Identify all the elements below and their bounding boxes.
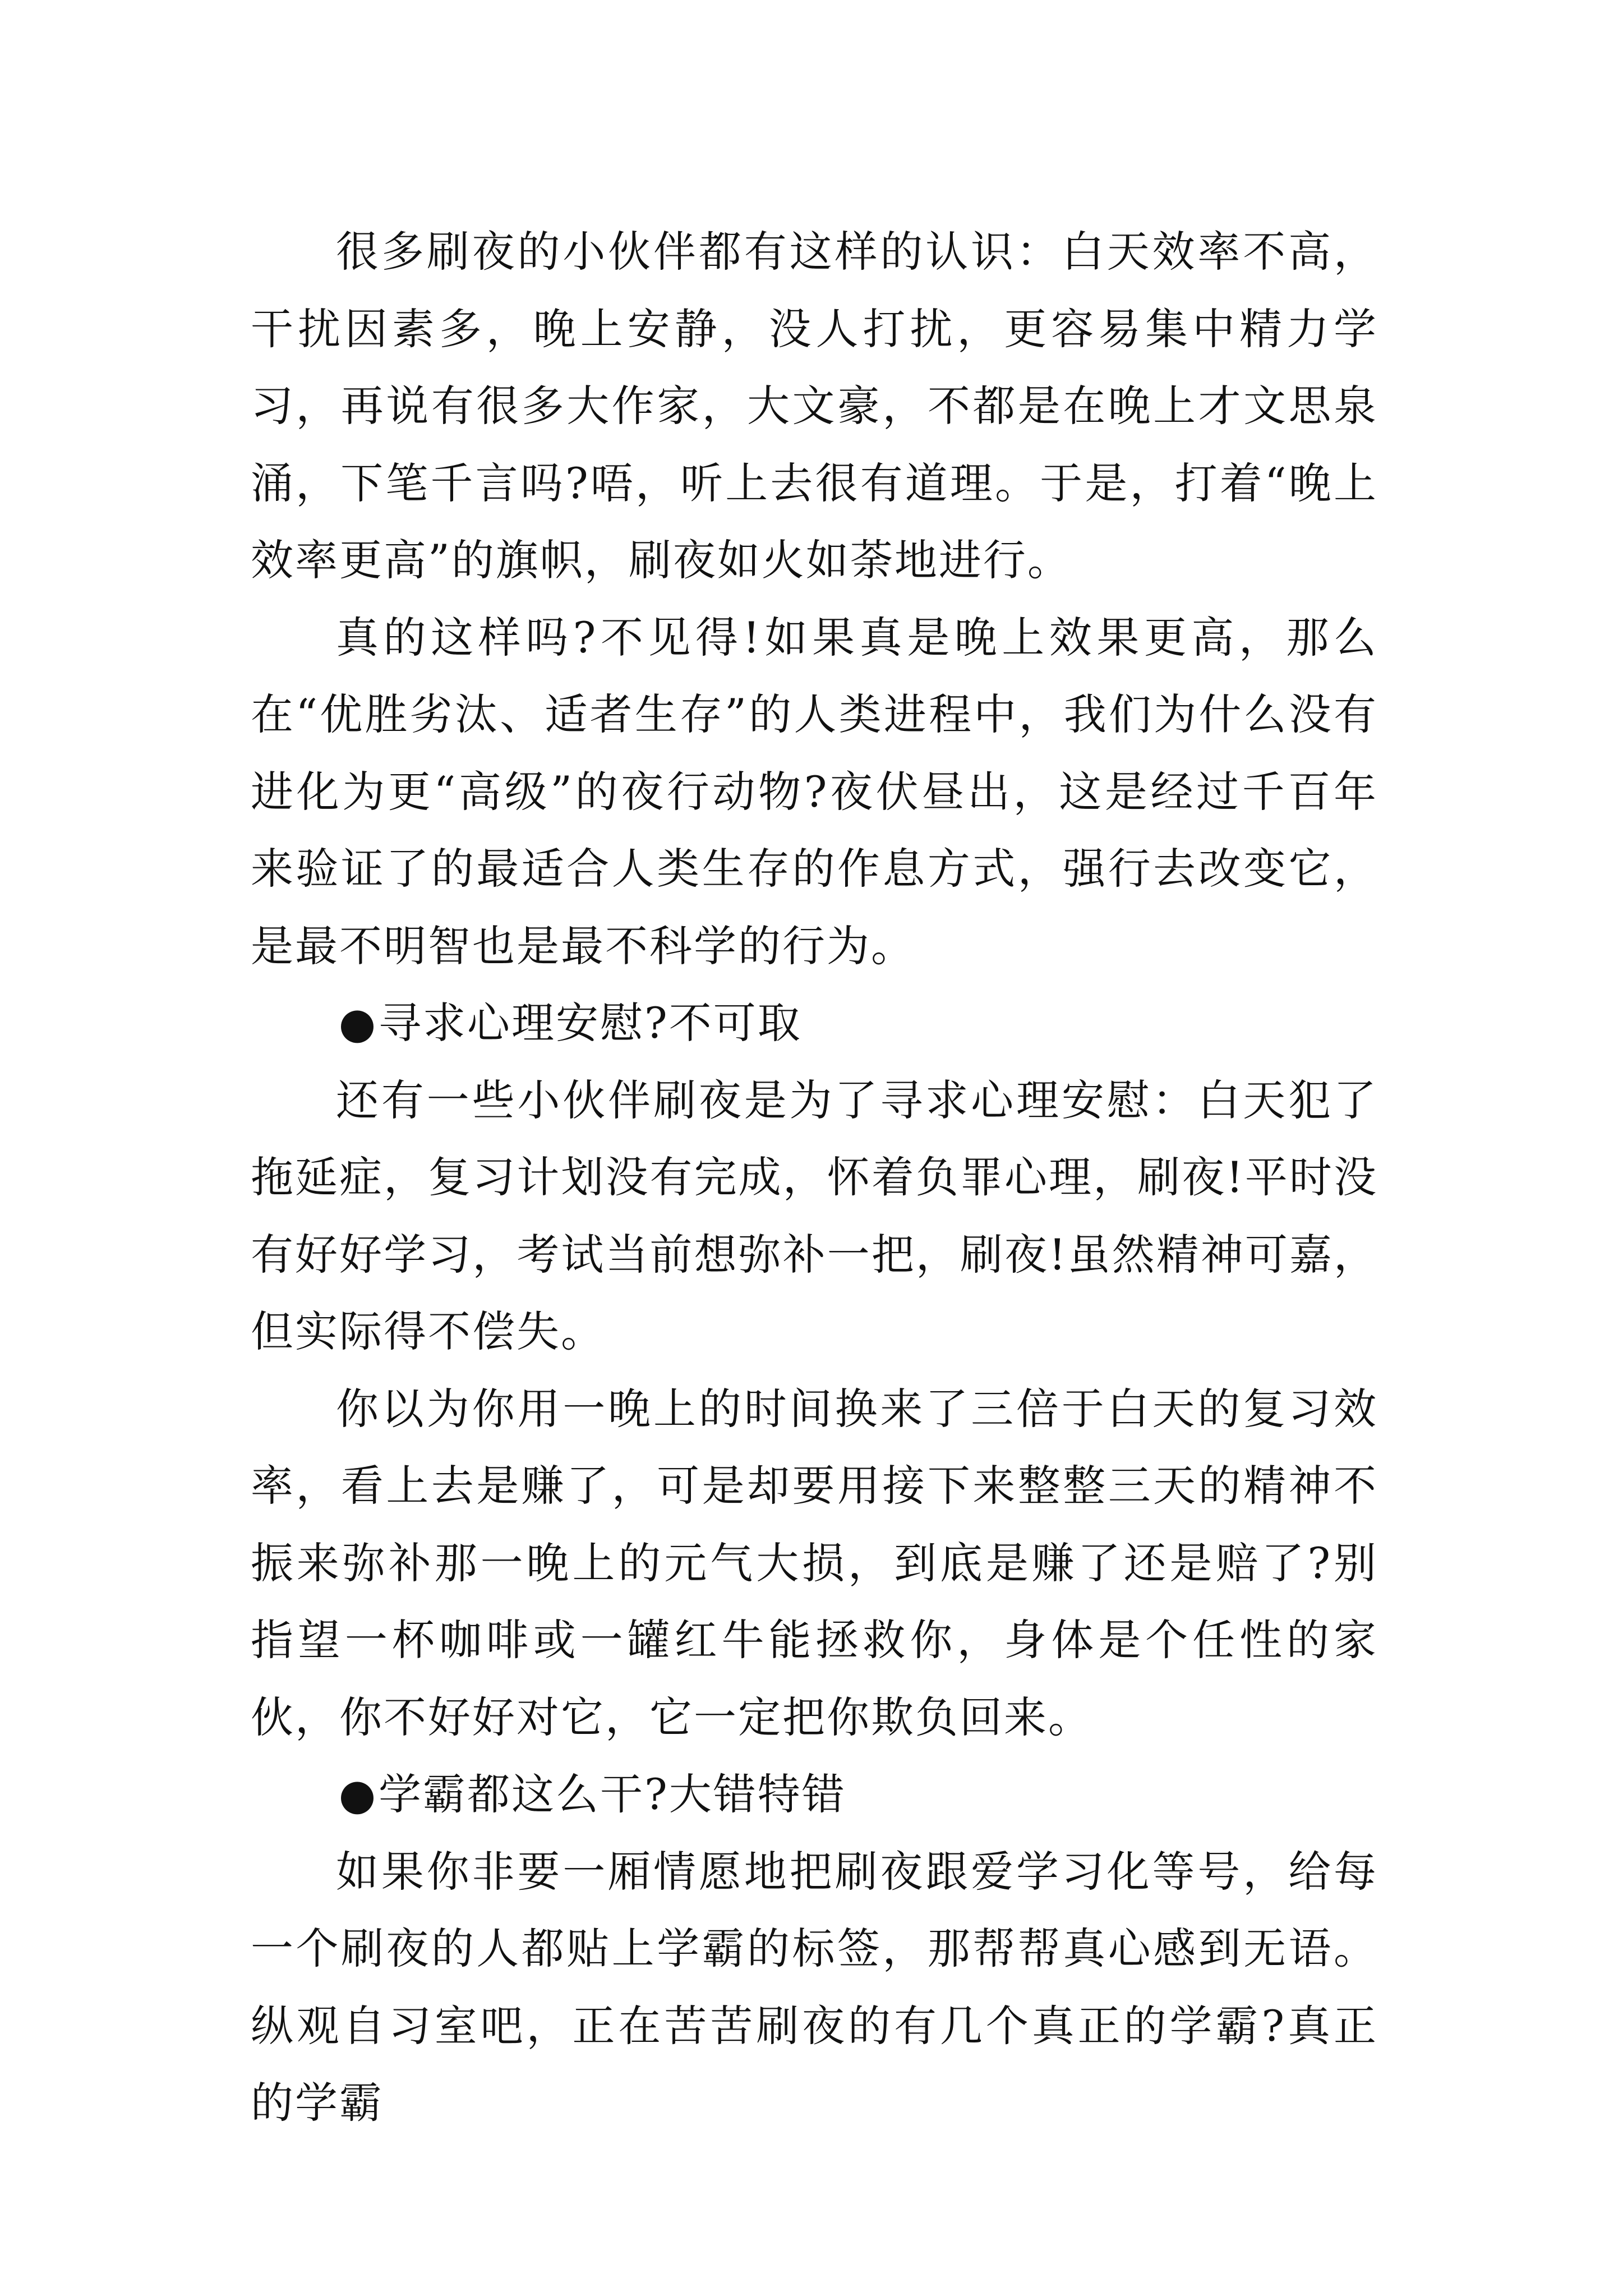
paragraph: 如果你非要一厢情愿地把刷夜跟爱学习化等号，给每一个刷夜的人都贴上学霸的标签，那帮帮真心感到无语。纵观自习室吧，正在苦苦刷夜的有几个真正的学霸?真正的学霸	[251, 1846, 1378, 2128]
paragraph: 你以为你用一晚上的时间换来了三倍于白天的复习效率，看上去是赚了，可是却要用接下来整整三天的精神不振来弥补那一晚上的元气大损，到底是赚了还是赔了?别指望一杯咖啡或一罐红牛能拯救你，身体是个任性的家伙，你不好好对它，它一定把你欺负回来。	[251, 1383, 1378, 1742]
section-heading-text: 学霸都这么干?大错特错	[379, 1769, 846, 1819]
paragraph: 真的这样吗?不见得!如果真是晚上效果更高，那么在“优胜劣汰、适者生存”的人类进程中，我们为什么没有进化为更“高级”的夜行动物?夜伏昼出，这是经过千百年来验证了的最适合人类生存的作息方式，强行去改变它，是最不明智也是最不科学的行为。	[251, 612, 1378, 971]
paragraph: 还有一些小伙伴刷夜是为了寻求心理安慰：白天犯了拖延症，复习计划没有完成，怀着负罪心理，刷夜!平时没有好好学习，考试当前想弥补一把，刷夜!虽然精神可嘉，但实际得不偿失。	[251, 1075, 1378, 1356]
document-body	[251, 213, 1378, 2142]
bullet-icon: ●	[338, 998, 376, 1048]
bullet-icon: ●	[338, 1769, 376, 1819]
section-heading	[251, 984, 1378, 1062]
section-heading-text: 寻求心理安慰?不可取	[379, 998, 802, 1048]
paragraph: 很多刷夜的小伙伴都有这样的认识：白天效率不高，干扰因素多，晚上安静，没人打扰，更容易集中精力学习，再说有很多大作家，大文豪，不都是在晚上才文思泉涌，下笔千言吗?唔，听上去很有道理。于是，打着“晚上效率更高”的旗帜，刷夜如火如荼地进行。	[251, 227, 1378, 585]
section-heading	[251, 1756, 1378, 1833]
